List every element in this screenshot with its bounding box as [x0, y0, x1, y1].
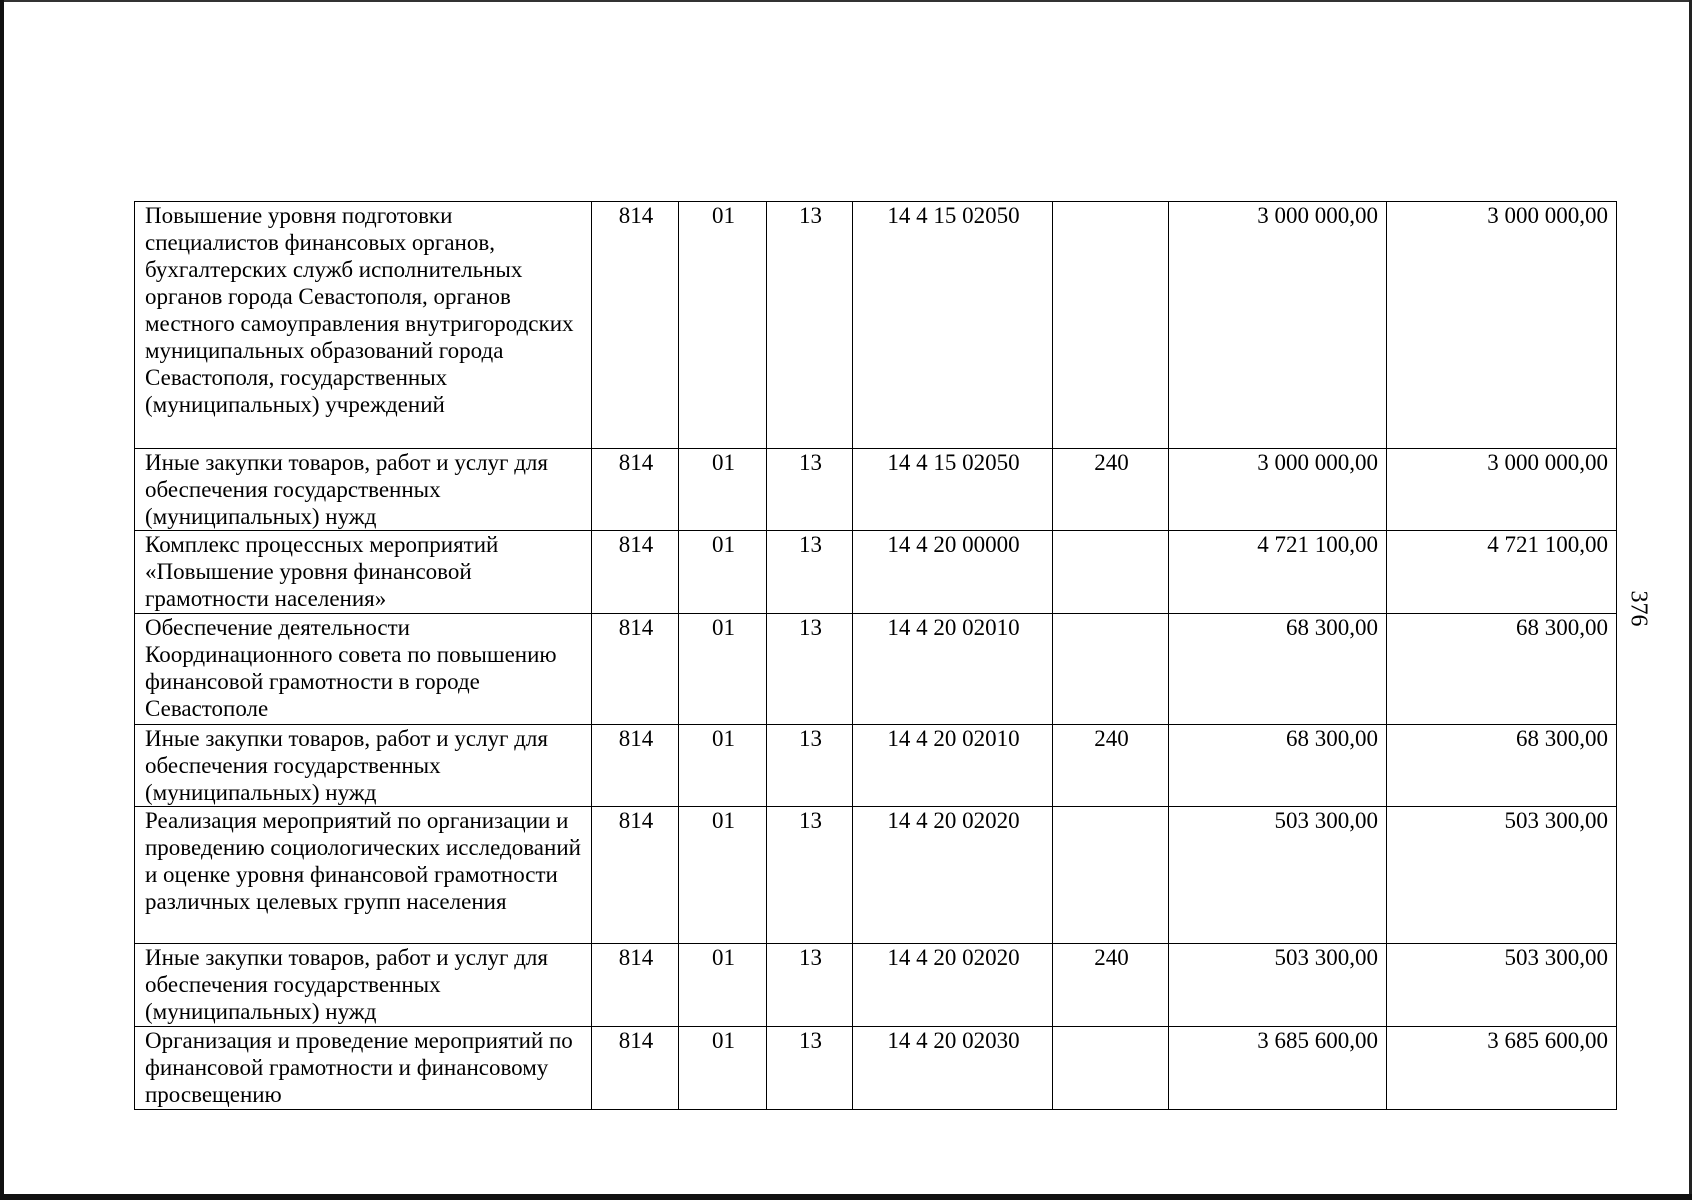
sum-2: 3 000 000,00: [1387, 449, 1617, 531]
subsection-code: 13: [767, 202, 853, 449]
table-row: [135, 449, 1617, 531]
ministry-code: 814: [592, 725, 679, 807]
table-row: [135, 202, 1617, 449]
sum-2: 3 000 000,00: [1387, 202, 1617, 449]
expense-type-code: [1053, 531, 1169, 614]
scan-edge-left: [0, 0, 4, 1200]
target-article-code: 14 4 20 02020: [853, 944, 1053, 1027]
page-number: 376: [1625, 590, 1652, 627]
budget-table: [134, 201, 1617, 1110]
sum-1: 3 000 000,00: [1169, 449, 1387, 531]
ministry-code: 814: [592, 449, 679, 531]
subsection-code: 13: [767, 614, 853, 725]
subsection-code: 13: [767, 449, 853, 531]
sum-2: 68 300,00: [1387, 614, 1617, 725]
subsection-code: 13: [767, 531, 853, 614]
section-code: 01: [679, 531, 767, 614]
row-name: Повышение уровня подготовки специалистов финансовых органов, бухгалтерских служб исполнительных органов города Севастополя, органов местного самоуправления внутригородских муниципальных образований города Севастополя, государственных (муниципальных) учреждений: [135, 202, 592, 449]
row-name: Иные закупки товаров, работ и услуг для обеспечения государственных (муниципальных) нужд: [135, 725, 592, 807]
section-code: 01: [679, 202, 767, 449]
ministry-code: 814: [592, 531, 679, 614]
table-row: [135, 944, 1617, 1027]
subsection-code: 13: [767, 1027, 853, 1110]
expense-type-code: [1053, 614, 1169, 725]
expense-type-code: 240: [1053, 944, 1169, 1027]
target-article-code: 14 4 15 02050: [853, 202, 1053, 449]
row-name: Реализация мероприятий по организации и проведению социологических исследований и оценке уровня финансовой грамотности различных целевых групп населения: [135, 807, 592, 944]
table-row: [135, 807, 1617, 944]
target-article-code: 14 4 20 02030: [853, 1027, 1053, 1110]
target-article-code: 14 4 20 02020: [853, 807, 1053, 944]
subsection-code: 13: [767, 944, 853, 1027]
expense-type-code: [1053, 202, 1169, 449]
row-name: Иные закупки товаров, работ и услуг для обеспечения государственных (муниципальных) нужд: [135, 449, 592, 531]
ministry-code: 814: [592, 944, 679, 1027]
sum-2: 4 721 100,00: [1387, 531, 1617, 614]
section-code: 01: [679, 1027, 767, 1110]
sum-1: 503 300,00: [1169, 807, 1387, 944]
sum-1: 4 721 100,00: [1169, 531, 1387, 614]
section-code: 01: [679, 614, 767, 725]
target-article-code: 14 4 20 02010: [853, 614, 1053, 725]
ministry-code: 814: [592, 1027, 679, 1110]
scan-edge-bottom: [0, 1194, 1692, 1200]
target-article-code: 14 4 20 02010: [853, 725, 1053, 807]
sum-1: 3 000 000,00: [1169, 202, 1387, 449]
section-code: 01: [679, 807, 767, 944]
sum-1: 3 685 600,00: [1169, 1027, 1387, 1110]
sum-1: 68 300,00: [1169, 614, 1387, 725]
sum-2: 68 300,00: [1387, 725, 1617, 807]
sum-2: 503 300,00: [1387, 944, 1617, 1027]
row-name: Иные закупки товаров, работ и услуг для обеспечения государственных (муниципальных) нужд: [135, 944, 592, 1027]
scan-edge-top: [0, 0, 1692, 2]
section-code: 01: [679, 944, 767, 1027]
ministry-code: 814: [592, 807, 679, 944]
subsection-code: 13: [767, 807, 853, 944]
target-article-code: 14 4 20 00000: [853, 531, 1053, 614]
row-name: Комплекс процессных мероприятий «Повышение уровня финансовой грамотности населения»: [135, 531, 592, 614]
table-row: [135, 725, 1617, 807]
table-row: [135, 1027, 1617, 1110]
expense-type-code: [1053, 807, 1169, 944]
sum-1: 68 300,00: [1169, 725, 1387, 807]
expense-type-code: [1053, 1027, 1169, 1110]
target-article-code: 14 4 15 02050: [853, 449, 1053, 531]
section-code: 01: [679, 449, 767, 531]
subsection-code: 13: [767, 725, 853, 807]
expense-type-code: 240: [1053, 725, 1169, 807]
table-row: [135, 614, 1617, 725]
ministry-code: 814: [592, 202, 679, 449]
ministry-code: 814: [592, 614, 679, 725]
sum-2: 3 685 600,00: [1387, 1027, 1617, 1110]
section-code: 01: [679, 725, 767, 807]
row-name: Организация и проведение мероприятий по финансовой грамотности и финансовому просвещению: [135, 1027, 592, 1110]
row-name: Обеспечение деятельности Координационного совета по повышению финансовой грамотности в городе Севастополе: [135, 614, 592, 725]
expense-type-code: 240: [1053, 449, 1169, 531]
table-row: [135, 531, 1617, 614]
sum-1: 503 300,00: [1169, 944, 1387, 1027]
sum-2: 503 300,00: [1387, 807, 1617, 944]
